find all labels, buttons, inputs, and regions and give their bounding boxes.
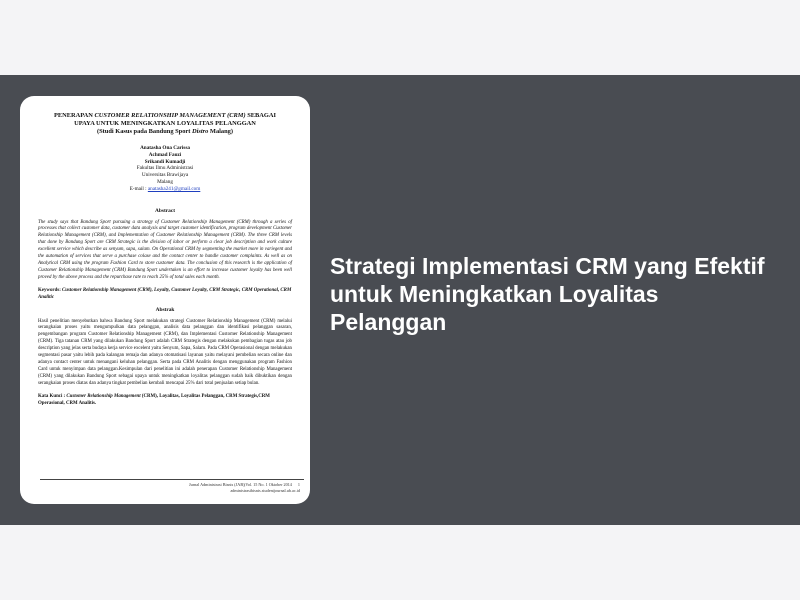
page-footer — [189, 482, 300, 493]
paper-title — [38, 112, 292, 136]
footer-divider — [40, 479, 304, 480]
affiliation-line: Fakultas Ilmu Administrasi — [136, 165, 194, 172]
title-part: SEBAGAI — [245, 112, 276, 119]
title-part: (Studi Kasus pada Bandung Sport — [96, 128, 192, 135]
title-part-italic: Distro — [191, 128, 209, 135]
abstract-heading: Abstract — [154, 207, 176, 214]
journal-name: Jurnal Administrasi Bisnis (JAB)|Vol. 15 No. 1 Oktober 2014 — [189, 482, 292, 487]
keywords-text: Customer Relationship Management (CRM), Loyalty, Customer Loyalty, CRM Strategic, CRM Operational, CRM Analitic — [38, 287, 292, 300]
kata-kunci-label: Kata Kunci : — [38, 393, 67, 399]
document-content — [20, 96, 310, 407]
title-line: UPAYA UNTUK MENINGKATKAN LOYALITAS PELANGGAN — [74, 120, 256, 127]
email-label: E-mail : — [129, 185, 148, 192]
email-link[interactable]: anatasha241@gmail.com — [147, 185, 201, 192]
email-line — [38, 186, 292, 193]
title-part: Malang) — [208, 128, 234, 135]
journal-url: administrasibisnis.studentjournal.ub.ac.id — [230, 487, 300, 493]
title-part-italic: CUSTOMER RELATIONSHIP MANAGEMENT (CRM) — [94, 112, 246, 119]
author-block — [38, 145, 292, 193]
document-page-preview — [20, 96, 310, 504]
slide-heading: Strategi Implementasi CRM yang Efektif untuk Meningkatkan Loyalitas Pelanggan — [330, 253, 765, 335]
author-name: Achmad Fauzi — [148, 151, 182, 158]
abstract-text: The study says that Bandung Sport pursuing a strategy of Customer Relationship Management (CRM) through a series of processes that collect customer data, customer data analysis and target customer identification, program development Customer Relationship Management (CRM), and Implementation of Customer Relationship Management (CRM). The three CRM levels that done by Bandung Sport are CRM Strategic is the division of labor or perform a clear job description and work culture excellent service which describe as senyum, sapa, salam. On Operational CRM by segmenting the market more in variegent and the automation of services that serve a purchase colase and the contact center to handle customer complaints. As well as on Analytical CRM using the program Fashion Card to store customer data. The conclusion of this research is the application of Customer Relationship Management (CRM) Bandung Sport undertaken is an effort to increase customer loyalty has been well proved by the above process and the repurchase rate to reach 25% of total sales each month. — [38, 219, 292, 280]
abstrak-heading: Abstrak — [155, 306, 175, 313]
keywords — [38, 288, 292, 302]
kata-kunci — [38, 394, 292, 408]
kata-kunci-italic: Customer Relationship Management — [66, 393, 141, 399]
page-number: 1 — [297, 482, 300, 487]
affiliation-line: Universitas Brawijaya — [141, 172, 189, 179]
kata-kunci-text: (CRM), Loyalitas, Loyalitas Pelanggan, CRM Strategis,CRM Operasional, CRM Analitis. — [38, 393, 270, 406]
title-part: PENERAPAN — [53, 112, 95, 119]
affiliation-line: Malang — [157, 178, 173, 185]
author-name: Srikandi Kumadji — [144, 158, 186, 165]
keywords-label: Keywords: — [38, 287, 63, 293]
abstrak-text: Hasil penelitian menyebutkan bahwa Bandung Sport melakukan strategi Customer Relationship Management (CRM) melalui serangkaian proses yaitu mengumpulkan data pelanggan, analisis data pelanggan dan identifikasi pelanggan sasaran, pengembangan program Customer Relationship Management (CRM), dan Implementasi Customer Relationship Management (CRM). Tiga tatanan CRM yang dilakukan Bandung Sport adalah CRM Strategis dengan melakukan pembagian tugas atau job description yang jelas serta budaya kerja service excelent yaitu Senyum, Sapa, Salam. Pada CRM Operasional dengan melakukan segmentasi pasar yaitu lebih pada kalangan remaja dan adanya otomatisasi layanan yaitu melayani pembelian secara online dan adanya contact center untuk menangani keluhan pelanggan. Serta pada CRM Analitis dengan menggunakan program Fashion Card untuk menyimpan data pelanggan.Kesimpulan dari penelitian ini adalah penerapan Customer Relationship Management (CRM) yang dilakukan Bandung Sport sebagai upaya untuk meningkatkan loyalitas pelanggan sudah baik dibuktikan dengan serangkaian proses diatas dan adanya tingkat pembelian kembali mencapai 25% dari total penjualan setiap bulan. — [38, 318, 292, 386]
author-name: Anatasha Ona Carissa — [140, 145, 190, 151]
